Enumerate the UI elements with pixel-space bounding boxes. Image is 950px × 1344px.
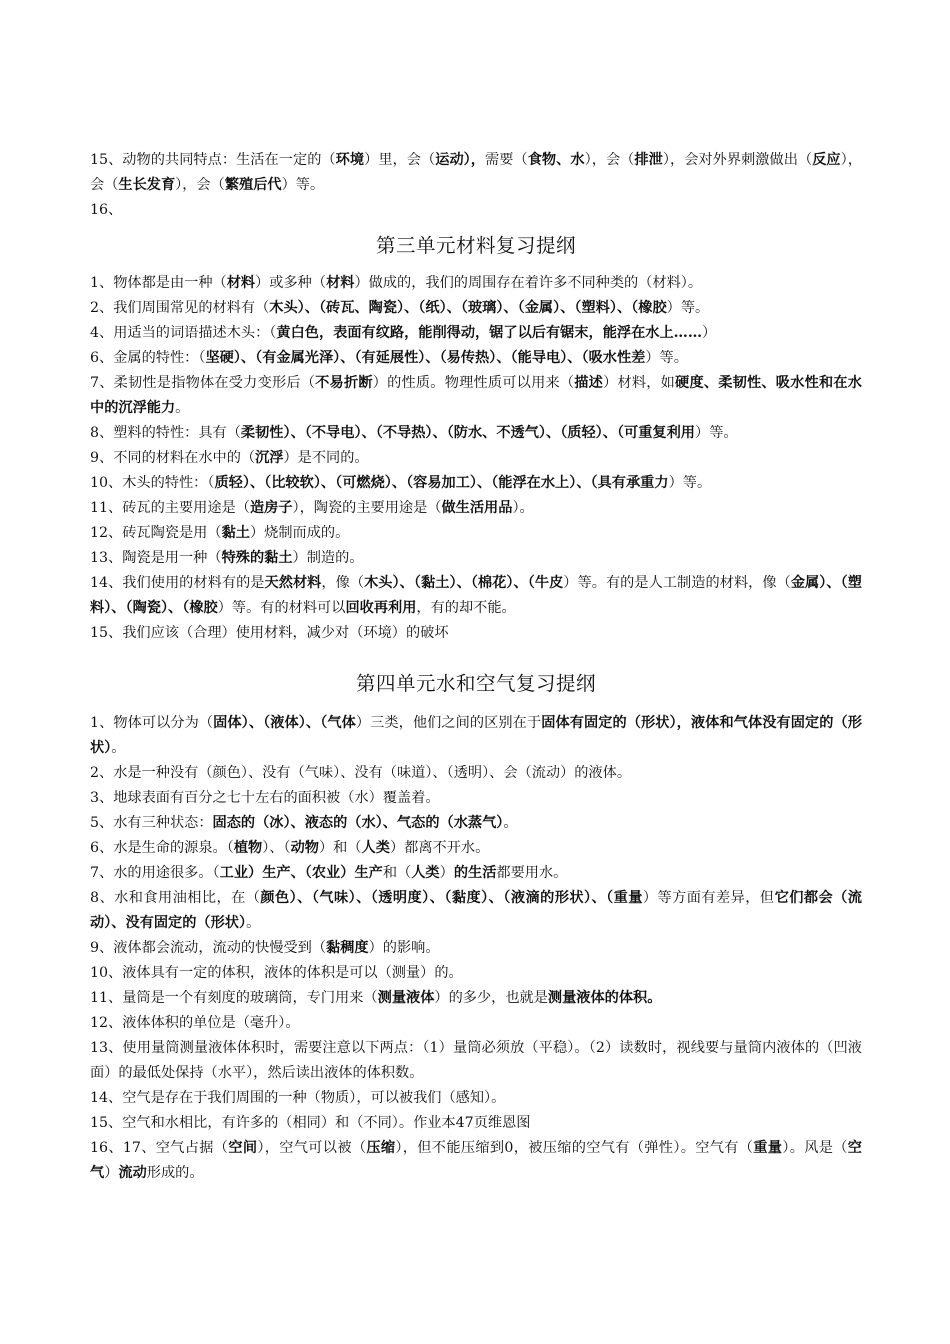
- bold-answer: ）、（: [298, 715, 328, 731]
- plain-text: ）材料，如: [603, 375, 676, 391]
- plain-text: ），会（: [90, 152, 862, 193]
- bold-answer: 柔韧性: [240, 425, 284, 441]
- section3-list: [90, 271, 862, 646]
- plain-text: ）都离不开水。: [389, 840, 490, 856]
- bold-answer: 有金属光泽: [262, 350, 334, 366]
- bold-answer: 木头: [364, 575, 393, 591]
- plain-text: 9、液体都会流动，流动的快慢受到（: [90, 940, 327, 956]
- plain-text: ）的性质。物理性质可以用来（: [372, 375, 575, 391]
- plain-text: 4、用适当的词语描述木头：（: [90, 325, 277, 341]
- bold-answer: 人类: [411, 865, 440, 881]
- bold-answer: ）、（: [819, 575, 848, 591]
- plain-text: 6、水是生命的源泉。（: [90, 840, 234, 856]
- outline-item: [90, 148, 862, 198]
- plain-text: ）: [439, 865, 454, 881]
- plain-text: 10、木头的特性：（: [90, 475, 215, 491]
- plain-text: ）烧制而成的。: [249, 525, 350, 541]
- plain-text: 13、使用量筒测量液体体积时，需要注意以下两点：（1）量筒必须放（平稳）。（2）读数时，视线要与量筒内液体的（凹液面）的最低处保持（水平），然后读出液体的体积数。: [90, 1040, 862, 1081]
- outline-item: [90, 1036, 862, 1086]
- bold-answer: ）、（: [506, 575, 535, 591]
- outline-item: [90, 861, 862, 886]
- bold-answer: ）、（: [104, 600, 133, 616]
- plain-text: ）制造的。: [292, 550, 364, 566]
- plain-text: 6、金属的特性：（: [90, 350, 206, 366]
- section3-prefix: [90, 148, 862, 223]
- bold-answer: 重量: [753, 1140, 783, 1156]
- bold-answer: 压缩: [366, 1140, 396, 1156]
- outline-item: [90, 836, 862, 861]
- plain-text: ）三类，他们之间的区别在于: [355, 715, 542, 731]
- plain-text: ），会（: [584, 152, 635, 168]
- bold-answer: 棉花: [477, 575, 507, 591]
- plain-text: ）等方面有差异，但: [642, 890, 775, 906]
- bold-answer: 流动: [118, 1165, 147, 1181]
- outline-item: [90, 761, 862, 786]
- outline-item: [90, 321, 862, 346]
- outline-item: [90, 711, 862, 761]
- plain-text: ）。: [512, 500, 534, 516]
- bold-answer: 能导电: [517, 350, 561, 366]
- bold-answer: ）、（: [422, 890, 452, 906]
- plain-text: ）等。: [666, 300, 710, 316]
- bold-answer: 不易折断: [315, 375, 373, 391]
- bold-answer: ）、（: [469, 475, 499, 491]
- plain-text: 8、塑料的特性：具有（: [90, 425, 241, 441]
- plain-text: 。: [503, 815, 518, 831]
- bold-answer: ）生产、（: [248, 865, 312, 881]
- bold-answer: ）、（: [392, 575, 421, 591]
- bold-answer: 空间: [228, 1140, 258, 1156]
- outline-item: [90, 1086, 862, 1111]
- plain-text: 都要用水。: [496, 865, 568, 881]
- outline-item: [90, 786, 862, 811]
- outline-item: [90, 421, 862, 446]
- bold-answer: 防水、不透气: [453, 425, 539, 441]
- bold-answer: ），: [463, 152, 486, 168]
- bold-answer: ）、（: [425, 425, 454, 441]
- section4-list: [90, 711, 862, 1186]
- plain-text: 7、水的用途很多。（: [90, 865, 220, 881]
- bold-answer: 生长发育: [118, 177, 176, 193]
- outline-item: [90, 371, 862, 421]
- plain-text: 1、物体都是由一种（: [90, 275, 227, 291]
- bold-answer: ）、（: [481, 890, 511, 906]
- outline-item: [90, 471, 862, 496]
- bold-answer: ）、（: [283, 425, 312, 441]
- plain-text: 13、陶瓷是用一种（: [90, 550, 222, 566]
- bold-answer: 玻璃: [467, 300, 497, 316]
- plain-text: ，像（: [321, 575, 365, 591]
- bold-answer: 排泄: [634, 152, 663, 168]
- bold-answer: 食物、水: [527, 152, 585, 168]
- bold-answer: ）、（: [439, 300, 468, 316]
- bold-answer: 黄白色，表面有纹路，能削得动，锯了以后有锯末，能浮在水上……: [276, 325, 703, 341]
- bold-answer: 气体: [327, 715, 356, 731]
- outline-item: [90, 886, 862, 936]
- outline-item: [90, 496, 862, 521]
- bold-answer: ）、（: [538, 425, 568, 441]
- bold-answer: ）、（: [569, 475, 598, 491]
- plain-text: 14、空气是存在于我们周围的一种（物质），可以被我们（感知）。: [90, 1090, 506, 1106]
- bold-answer: 陶瓷: [132, 600, 161, 616]
- plain-text: ）是不同的。: [283, 450, 369, 466]
- bold-answer: 运动: [435, 152, 464, 168]
- bold-answer: 不导热: [382, 425, 426, 441]
- bold-answer: ）、（: [418, 350, 447, 366]
- bold-answer: ）、（: [583, 890, 614, 906]
- outline-item: [90, 446, 862, 471]
- plain-text: ）: [702, 325, 717, 341]
- bold-answer: 橡胶: [638, 300, 667, 316]
- plain-text: 16、17、空气占据（: [90, 1140, 229, 1156]
- bold-answer: 黏度: [451, 890, 482, 906]
- plain-text: ）做成的，我们的周围存在着许多不同种类的（材料）。: [354, 275, 703, 291]
- unit4-heading: 第四单元水和空气复习提纲: [355, 672, 596, 695]
- bold-answer: 重量: [613, 890, 643, 906]
- bold-answer: 空气: [90, 1140, 862, 1181]
- plain-text: ）等。: [695, 425, 738, 441]
- plain-text: ），陶瓷的主要用途是（: [292, 500, 442, 516]
- outline-item: [90, 546, 862, 571]
- bold-answer: ）、（: [289, 890, 320, 906]
- bold-answer: 描述: [574, 375, 604, 391]
- bold-answer: 可燃烧: [342, 475, 385, 491]
- plain-text: 15、我们应该（合理）使用材料，减少对（环境）的破坏: [90, 625, 449, 641]
- bold-answer: 工业: [219, 865, 249, 881]
- bold-answer: 橡胶: [189, 600, 218, 616]
- plain-text: 8、水和食用油相比，在（: [90, 890, 261, 906]
- outline-item: [90, 1011, 862, 1036]
- bold-answer: ）、（: [397, 300, 426, 316]
- bold-answer: ）、（: [354, 425, 383, 441]
- bold-answer: 可重复利用: [624, 425, 695, 441]
- bold-answer: ）、（: [348, 890, 379, 906]
- bold-answer: 做生活用品: [441, 500, 513, 516]
- bold-answer: 植物: [233, 840, 263, 856]
- bold-answer: 环境: [335, 152, 365, 168]
- bold-answer: 特殊的黏土: [221, 550, 293, 566]
- plain-text: 10、液体具有一定的体积，液体的体积是可以（测量）的。: [90, 965, 463, 981]
- bold-answer: 造房子: [249, 500, 293, 516]
- bold-answer: 木头: [269, 300, 298, 316]
- bold-answer: 有延展性: [361, 350, 419, 366]
- bold-answer: 反应: [812, 152, 841, 168]
- bold-answer: 容易加工: [413, 475, 470, 491]
- plain-text: 1、物体可以分为（: [90, 715, 214, 731]
- plain-text: ）: [104, 1165, 119, 1181]
- plain-text: 形成的。: [146, 1165, 204, 1181]
- plain-text: 14、我们使用的材料有的是: [90, 575, 265, 591]
- bold-answer: 黏土: [421, 575, 450, 591]
- outline-item: [90, 811, 862, 836]
- plain-text: 9、不同的材料在水中的（: [90, 450, 256, 466]
- bold-answer: ）、（: [553, 300, 582, 316]
- plain-text: 15、空气和水相比，有许多的（相同）和（不同）。作业本47页维恩图: [90, 1115, 531, 1131]
- plain-text: ）里，会（: [364, 152, 436, 168]
- unit3-heading: 第三单元材料复习提纲: [375, 234, 576, 257]
- plain-text: 需要（: [485, 152, 528, 168]
- bold-answer: 金属: [524, 300, 554, 316]
- plain-text: 。: [111, 740, 126, 756]
- plain-text: 5、水有三种状态：: [90, 815, 213, 831]
- plain-text: ），但不能压缩到0，被压缩的空气有（弹性）。空气有（: [395, 1140, 754, 1156]
- plain-text: ）等。: [645, 350, 688, 366]
- bold-answer: ）生产: [340, 865, 383, 881]
- bold-answer: ）、（: [595, 425, 625, 441]
- outline-item: [90, 571, 862, 621]
- bold-answer: 吸水性差: [588, 350, 646, 366]
- plain-text: ）或多种（: [255, 275, 327, 291]
- plain-text: 3、地球表面有百分之七十左右的面积被（水）覆盖着。: [90, 790, 440, 806]
- bold-answer: 易传热: [446, 350, 490, 366]
- bold-answer: ）、（: [313, 475, 343, 491]
- bold-answer: 塑料: [581, 300, 610, 316]
- bold-answer: 具有承重力: [597, 475, 669, 491]
- bold-answer: 农业: [311, 865, 341, 881]
- bold-answer: ）、（: [297, 300, 327, 316]
- plain-text: 11、砖瓦的主要用途是（: [90, 500, 250, 516]
- bold-answer: ）、（: [241, 715, 271, 731]
- bold-answer: 动物: [290, 840, 319, 856]
- bold-answer: 沉浮: [255, 450, 284, 466]
- bold-answer: ）、（: [560, 350, 589, 366]
- bold-answer: 黏土: [221, 525, 250, 541]
- outline-item: [90, 936, 862, 961]
- outline-item: [90, 521, 862, 546]
- outline-item: [90, 986, 862, 1011]
- plain-text: ）和（: [318, 840, 362, 856]
- plain-text: ）等。有的材料可以: [217, 600, 346, 616]
- bold-answer: 质轻: [214, 475, 243, 491]
- plain-text: 2、水是一种没有（颜色）、没有（气味）、没有（味道）、（透明）、会（流动）的液体。: [90, 765, 632, 781]
- bold-answer: 测量液体的体积。: [547, 990, 662, 1006]
- bold-answer: 液滴的形状: [510, 890, 584, 906]
- bold-answer: 它们都会（流动）、没有固定的（形状）: [90, 890, 862, 931]
- plain-text: 和（: [382, 865, 412, 881]
- bold-answer: 气味: [319, 890, 349, 906]
- bold-answer: ）、（: [242, 475, 272, 491]
- plain-text: 12、液体体积的单位是（毫升）。: [90, 1015, 300, 1031]
- bold-answer: ）、（: [333, 350, 362, 366]
- bold-answer: 人类: [361, 840, 390, 856]
- bold-answer: 纸: [425, 300, 440, 316]
- bold-answer: ）、（: [489, 350, 518, 366]
- plain-text: ）。风是（: [782, 1140, 848, 1156]
- plain-text: 15、动物的共同特点：生活在一定的（: [90, 152, 336, 168]
- bold-answer: 砖瓦、陶瓷: [326, 300, 397, 316]
- plain-text: ），会（: [175, 177, 225, 193]
- bold-answer: 颜色: [260, 890, 290, 906]
- bold-answer: 坚硬: [205, 350, 234, 366]
- plain-text: ，有的却不能。: [416, 600, 516, 616]
- bold-answer: 能浮在水上: [498, 475, 570, 491]
- outline-item: [90, 1111, 862, 1136]
- bold-answer: 不导电: [311, 425, 355, 441]
- bold-answer: 透明度: [378, 890, 423, 906]
- bold-answer: 的生活: [453, 865, 497, 881]
- plain-text: 7、柔韧性是指物体在受力变形后（: [90, 375, 316, 391]
- plain-text: 2、我们周围常见的材料有（: [90, 300, 270, 316]
- bold-answer: ）、（: [384, 475, 414, 491]
- bold-answer: 固态的（冰）、液态的（水）、气态的（水蒸气）: [212, 815, 504, 831]
- plain-text: ）等。有的是人工制造的材料，像（: [563, 575, 791, 591]
- bold-answer: 固体: [213, 715, 242, 731]
- bold-answer: 液体: [270, 715, 299, 731]
- bold-answer: ）、（: [160, 600, 190, 616]
- outline-item: [90, 1136, 862, 1186]
- bold-answer: 材料: [326, 275, 355, 291]
- bold-answer: 天然材料: [264, 575, 322, 591]
- bold-answer: ）、（: [496, 300, 525, 316]
- document-page: [90, 148, 862, 1186]
- plain-text: 12、砖瓦陶瓷是用（: [90, 525, 222, 541]
- plain-text: 。: [246, 915, 261, 931]
- outline-item: [90, 961, 862, 986]
- bold-answer: 固体有固定的（形状），液体和气体没有固定的（形状）: [90, 715, 862, 756]
- bold-answer: 质轻: [567, 425, 596, 441]
- plain-text: ）、（: [262, 840, 291, 856]
- bold-answer: 比较软: [271, 475, 314, 491]
- plain-text: ）等。: [281, 177, 325, 193]
- outline-item: [90, 198, 862, 223]
- outline-item: [90, 621, 862, 646]
- bold-answer: ）、（: [609, 300, 639, 316]
- plain-text: ）的多少，也就是: [434, 990, 548, 1006]
- outline-item: [90, 271, 862, 296]
- bold-answer: 黏稠度: [326, 940, 369, 956]
- plain-text: ），会对外界刺激做出（: [662, 152, 813, 168]
- bold-answer: 繁殖后代: [224, 177, 282, 193]
- bold-answer: ）、（: [233, 350, 263, 366]
- bold-answer: 牛皮: [534, 575, 564, 591]
- bold-answer: 金属: [790, 575, 820, 591]
- plain-text: ）的影响。: [368, 940, 440, 956]
- outline-item: [90, 296, 862, 321]
- plain-text: ）等。: [668, 475, 712, 491]
- plain-text: ），空气可以被（: [257, 1140, 367, 1156]
- plain-text: 11、量筒是一个有刻度的玻璃筒，专门用来（: [90, 990, 378, 1006]
- outline-item: [90, 346, 862, 371]
- plain-text: 。: [175, 400, 190, 416]
- bold-answer: ）、（: [449, 575, 478, 591]
- bold-answer: 回收再利用: [345, 600, 417, 616]
- bold-answer: 塑料: [90, 575, 862, 616]
- plain-text: 16、: [90, 202, 123, 218]
- bold-answer: 测量液体: [377, 990, 435, 1006]
- bold-answer: 硬度、柔韧性、吸水性和在水中的沉浮能力: [90, 375, 862, 416]
- bold-answer: 材料: [226, 275, 256, 291]
